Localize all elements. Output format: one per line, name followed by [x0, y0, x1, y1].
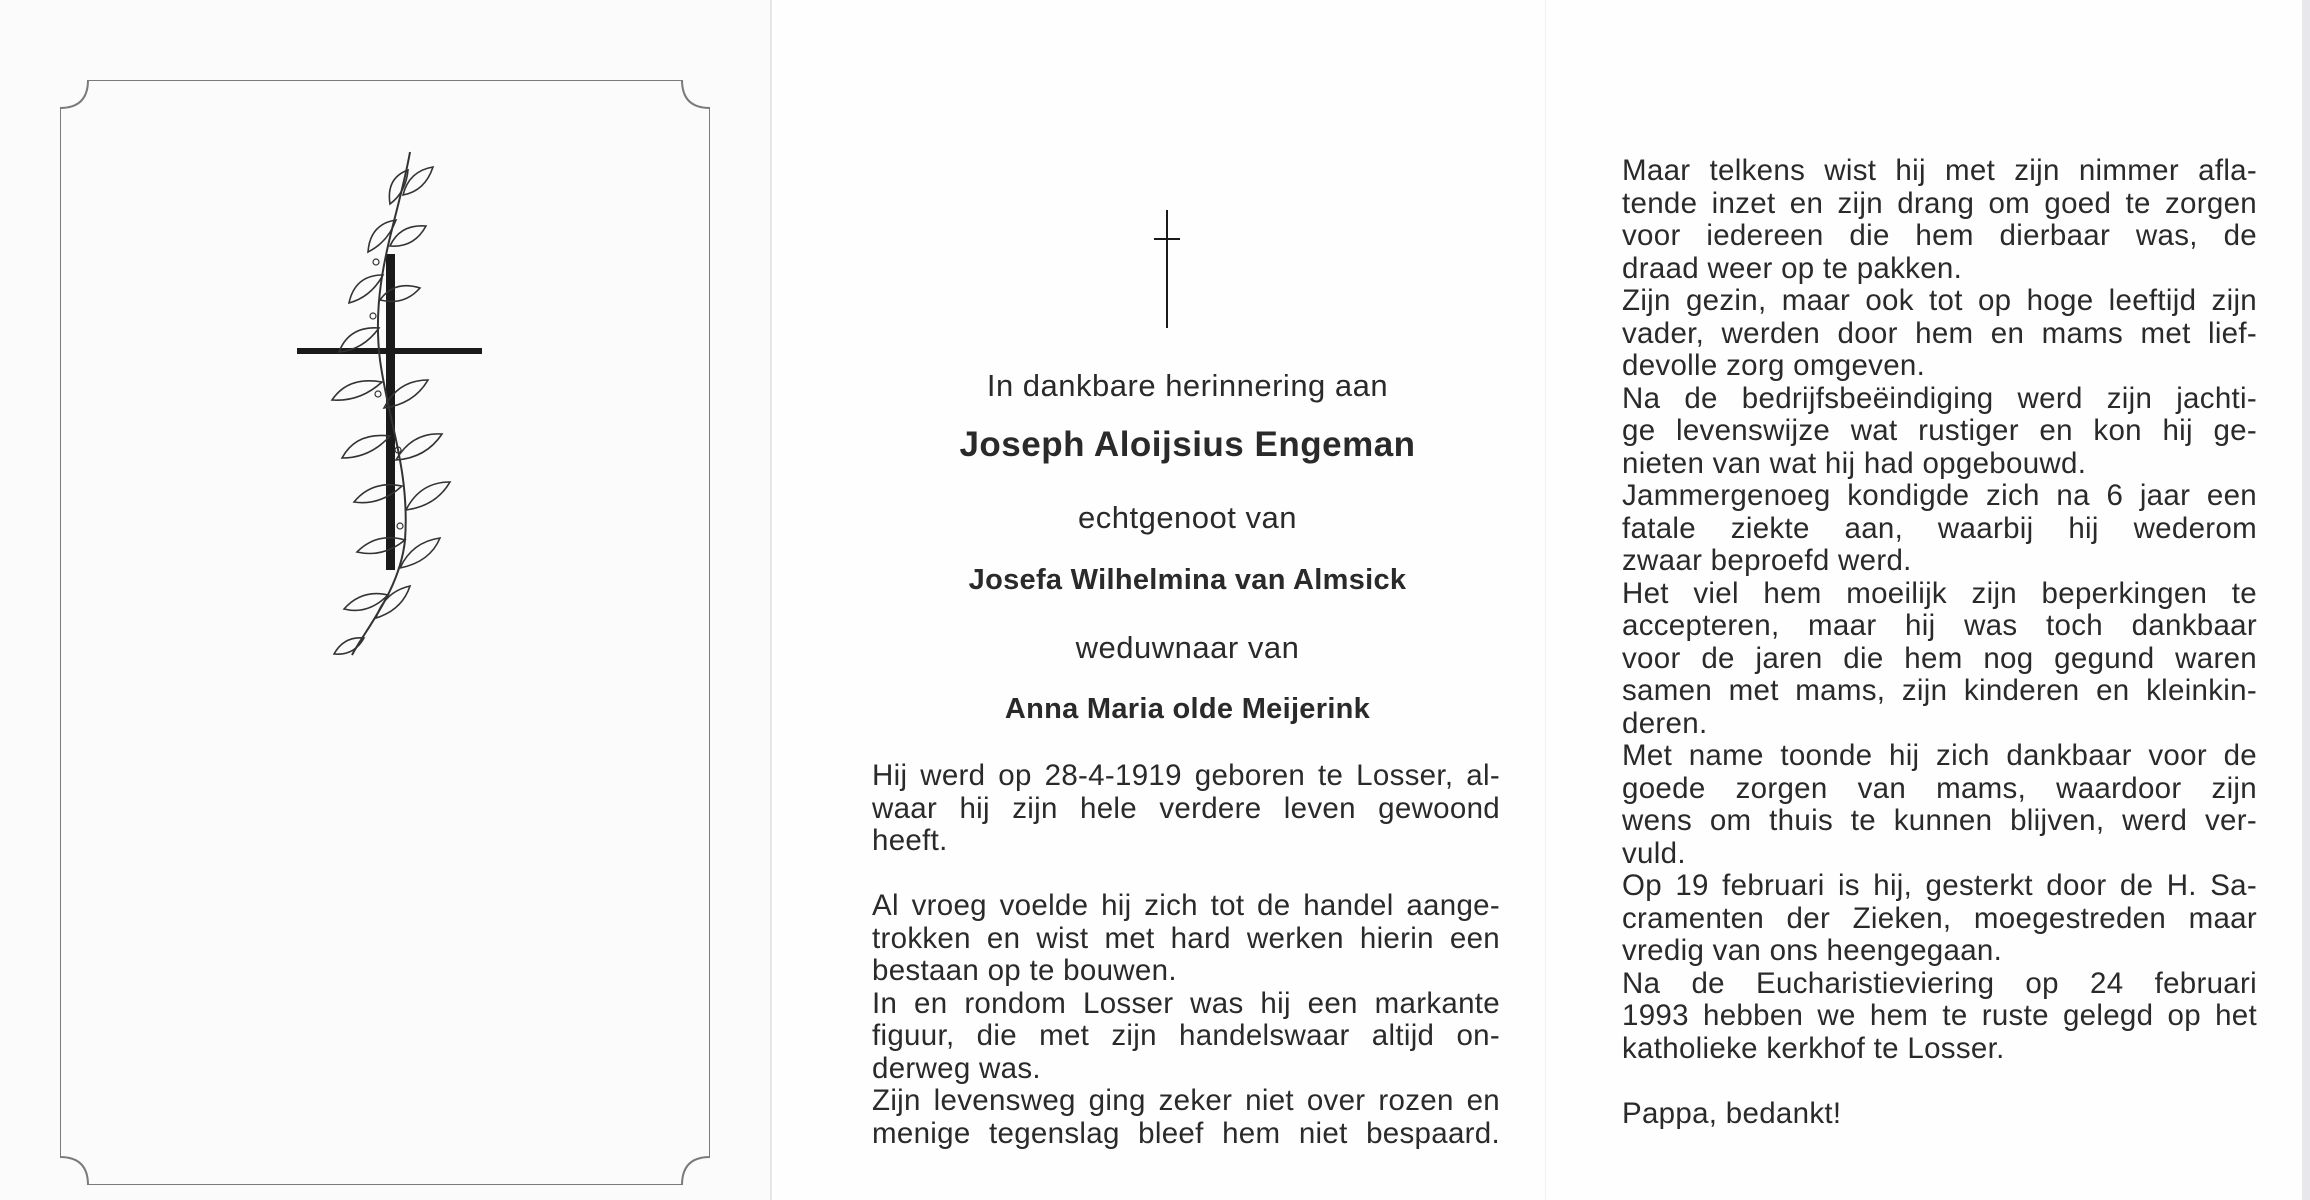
front-cover-panel [0, 0, 772, 1200]
text-line: Op 19 februari is hij, gesterkt door de H. Sa- [1622, 869, 2257, 902]
text-line: zwaar beproefd werd. [1622, 544, 1912, 577]
text-line: waar hij zijn hele verdere leven gewoond [872, 791, 1500, 825]
text-line: 1993 hebben we hem te ruste gelegd op het [1622, 999, 2257, 1032]
text-line: derweg was. [872, 1051, 1041, 1085]
card-edge [2302, 0, 2310, 1200]
text-line: Al vroeg voelde hij zich tot de handel aange- [872, 889, 1500, 922]
intro-text: In dankbare herinnering aan [986, 368, 1389, 403]
text-line: Met name toonde hij zich dankbaar voor de [1622, 739, 2257, 772]
text-line: deren. [1622, 706, 1708, 740]
text-line: vuld. [1622, 836, 1686, 870]
biography-right-column [1622, 155, 2257, 1130]
relation-widower-label: weduwnaar van [1075, 630, 1300, 665]
text-line: figuur, die met zijn handelswaar altijd on- [872, 1019, 1500, 1052]
text-line: draad weer op te pakken. [1622, 251, 1963, 285]
biography-left-column [872, 760, 1500, 1150]
text-line: bestaan op te bouwen. [872, 954, 1177, 987]
relation-spouse-label: echtgenoot van [1077, 500, 1297, 535]
text-line: voor de jaren die hem nog gegund waren [1622, 641, 2257, 675]
text-line: vader, werden door hem en mams met lief- [1622, 316, 2257, 350]
first-spouse-name: Anna Maria olde Meijerink [1004, 693, 1371, 725]
text-line: Na de Eucharistieviering op 24 februari [1622, 966, 2257, 1000]
text-line: devolle zorg omgeven. [1622, 349, 1926, 382]
text-line: Zijn gezin, maar ook tot op hoge leeftijd zijn [1622, 284, 2257, 317]
text-line: Zijn levensweg ging zeker niet over rozen en [872, 1084, 1500, 1117]
spouse-name: Josefa Wilhelmina van Almsick [968, 564, 1407, 596]
text-line: samen met mams, zijn kinderen en kleinkin- [1622, 674, 2257, 707]
text-line: voor iedereen die hem dierbaar was, de [1622, 219, 2257, 252]
text-line: heeft. [872, 824, 948, 857]
deceased-name: Joseph Aloijsius Engeman [959, 425, 1416, 464]
text-line: nieten van wat hij had opgebouwd. [1622, 446, 2087, 480]
text-line: fatale ziekte aan, waarbij hij wederom [1622, 511, 2257, 545]
text-line: trokken en wist met hard werken hierin een [872, 921, 1500, 955]
small-cross-icon [1152, 210, 1182, 330]
text-line: Maar telkens wist hij met zijn nimmer afla- [1622, 154, 2257, 187]
text-line: tende inzet en zijn drang om goed te zorgen [1622, 186, 2257, 220]
text-line: Jammergenoeg kondigde zich na 6 jaar een [1622, 479, 2257, 512]
text-line: goede zorgen van mams, waardoor zijn [1622, 771, 2257, 805]
text-line: vredig van ons heengegaan. [1622, 934, 2003, 967]
text-line: Het viel hem moeilijk zijn beperkingen te [1622, 576, 2257, 610]
closing-line: Pappa, bedankt! [1622, 1096, 1842, 1130]
text-line: menige tegenslag bleef hem niet bespaard. [872, 1116, 1500, 1150]
text-line: accepteren, maar hij was toch dankbaar [1622, 609, 2257, 642]
text-line: In en rondom Losser was hij een markante [872, 986, 1500, 1020]
text-line: Hij werd op 28-4-1919 geboren te Losser, al- [872, 759, 1500, 792]
text-line: katholieke kerkhof te Losser. [1622, 1031, 2005, 1065]
text-line: cramenten der Zieken, moegestreden maar [1622, 901, 2257, 935]
text-line: ge levenswijze wat rustiger en kon hij ge- [1622, 414, 2257, 447]
cross-with-vine-icon [280, 150, 510, 660]
text-line: wens om thuis te kunnen blijven, werd ver- [1622, 804, 2257, 837]
text-line: Na de bedrijfsbeëindiging werd zijn jachti- [1622, 381, 2257, 415]
